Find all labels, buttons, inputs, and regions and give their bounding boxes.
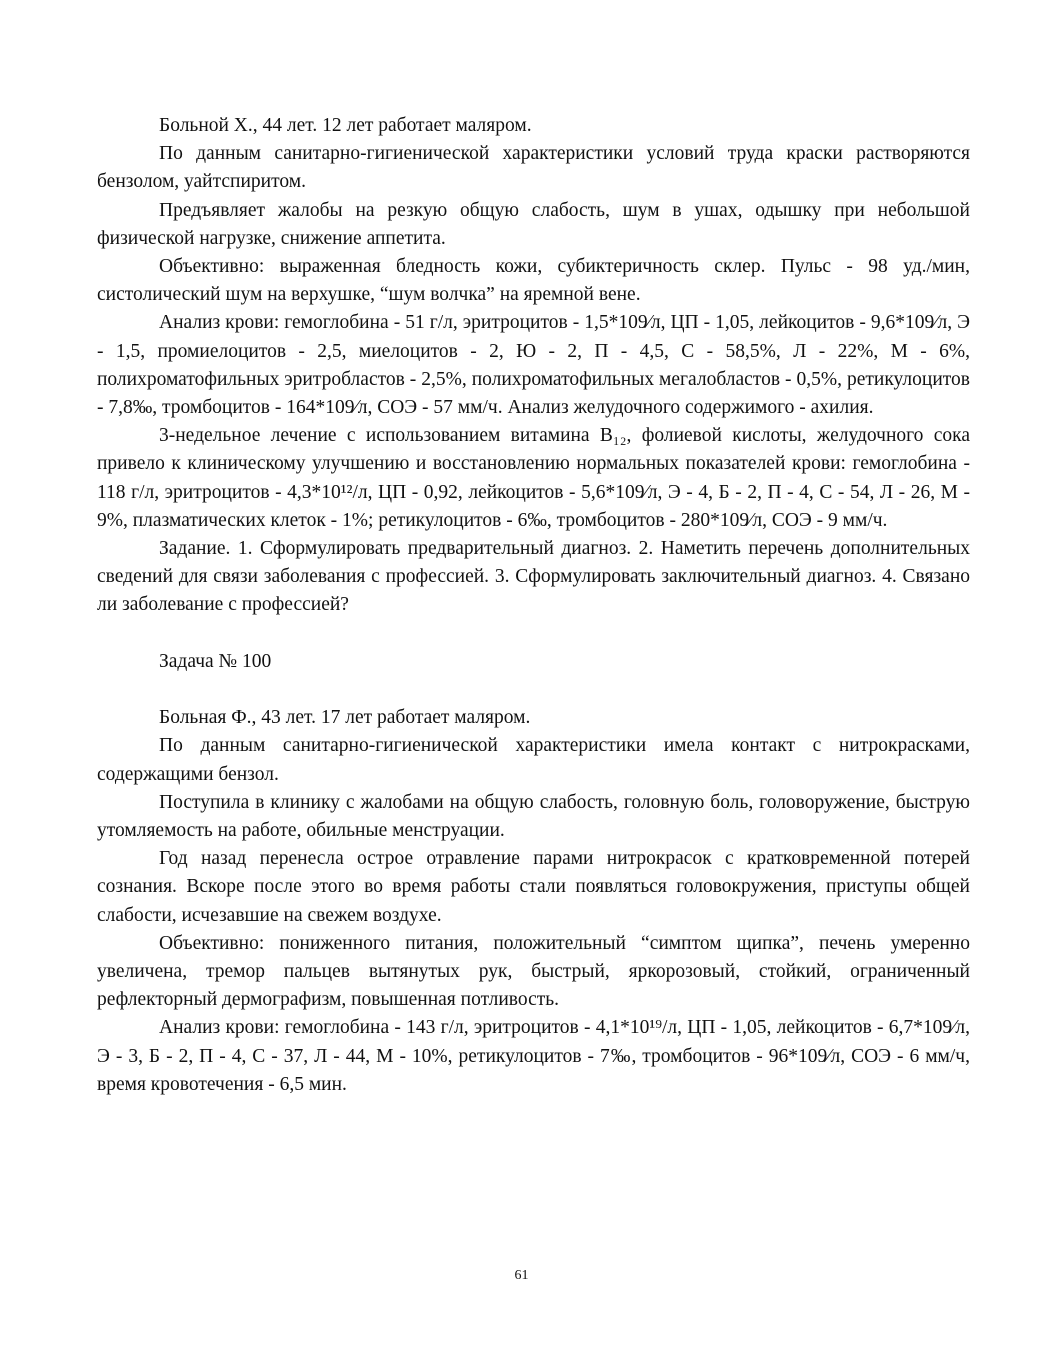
case99-intro: Больной Х., 44 лет. 12 лет работает маляром.	[159, 115, 532, 136]
case100-heading: Задача № 100	[159, 650, 272, 672]
case100-intro: Больная Ф., 43 лет. 17 лет работает маляром.	[159, 707, 531, 729]
document-page	[97, 112, 970, 1099]
case99-blood-analysis: Анализ крови: гемоглобина - 51 г/л, эритроцитов - 1,5*109⁄л, ЦП - 1,05, лейкоцитов - 9,6*109⁄л, Э - 1,5, промиелоцитов - 2,5, миелоцитов - 2, Ю - 2, П - 4,5, С - 58,5%, Л - 22%, М - 6%, полихроматофильных эритробластов - 2,5%, полихроматофильных мегалобластов - 0,5%, ретикулоцитов - 7,8‰, тромбоцитов - 164*109⁄л, СОЭ - 57 мм/ч. Анализ желудочного содержимого - ахилия.	[97, 312, 970, 419]
page-number: 61	[514, 1268, 529, 1283]
case100-objective: Объективно: пониженного питания, положительный “симптом щипка”, печень умеренно увеличена, тремор пальцев вытянутых рук, быстрый, яркорозовый, стойкий, ограниченный рефлекторный дермографизм, повышенная потливость.	[97, 932, 970, 1011]
spacer	[97, 620, 970, 648]
case100-conditions: По данным санитарно-гигиенической характеристики имела контакт с нитрокрасками, содержащими бензол.	[97, 735, 970, 785]
case99-objective: Объективно: выраженная бледность кожи, субиктеричность склер. Пульс - 98 уд./мин, систолический шум на верхушке, “шум волчка” на яремной вене.	[97, 256, 970, 306]
case100-blood-analysis: Анализ крови: гемоглобина - 143 г/л, эритроцитов - 4,1*10¹⁹/л, ЦП - 1,05, лейкоцитов - 6,7*109⁄л, Э - 3, Б - 2, П - 4, С - 37, Л - 44, М - 10%, ретикулоцитов - 7‰, тромбоцитов - 96*109⁄л, СОЭ - 6 мм/ч, время кровотечения - 6,5 мин.	[97, 1017, 970, 1095]
case100-complaints: Поступила в клинику с жалобами на общую слабость, головную боль, головоружение, быструю утомляемость на работе, обильные менструации.	[97, 791, 970, 842]
case99-treatment: 3-недельное лечение с использованием витамина B₁₂, фолиевой кислоты, желудочного сока привело к клиническому улучшению и восстановлению нормальных показателей крови: гемоглобина - 118 г/л, эритроцитов - 4,3*10¹²/л, ЦП - 0,92, лейкоцитов - 5,6*109⁄л, Э - 4, Б - 2, П - 4, С - 54, Л - 26, М - 9%, плазматических клеток - 1%; ретикулоцитов - 6‰, тромбоцитов - 280*109⁄л, СОЭ - 9 мм/ч.	[97, 425, 970, 531]
spacer	[97, 676, 970, 704]
case99-conditions: По данным санитарно-гигиенической характеристики условий труда краски растворяются бензолом, уайтспиритом.	[97, 143, 970, 193]
case99-task: Задание. 1. Сформулировать предварительный диагноз. 2. Наметить перечень дополнительных сведений для связи заболевания с профессией. 3. Сформулировать заключительный диагноз. 4. Связано ли заболевание с профессией?	[97, 538, 970, 616]
case100-history: Год назад перенесла острое отравление парами нитрокрасок с кратковременной потерей сознания. Вскоре после этого во время работы стали появляться головокружения, приступы общей слабости, исчезавшие на свежем воздухе.	[97, 848, 970, 926]
case99-complaints: Предъявляет жалобы на резкую общую слабость, шум в ушах, одышку при небольшой физической нагрузке, снижение аппетита.	[97, 199, 970, 249]
